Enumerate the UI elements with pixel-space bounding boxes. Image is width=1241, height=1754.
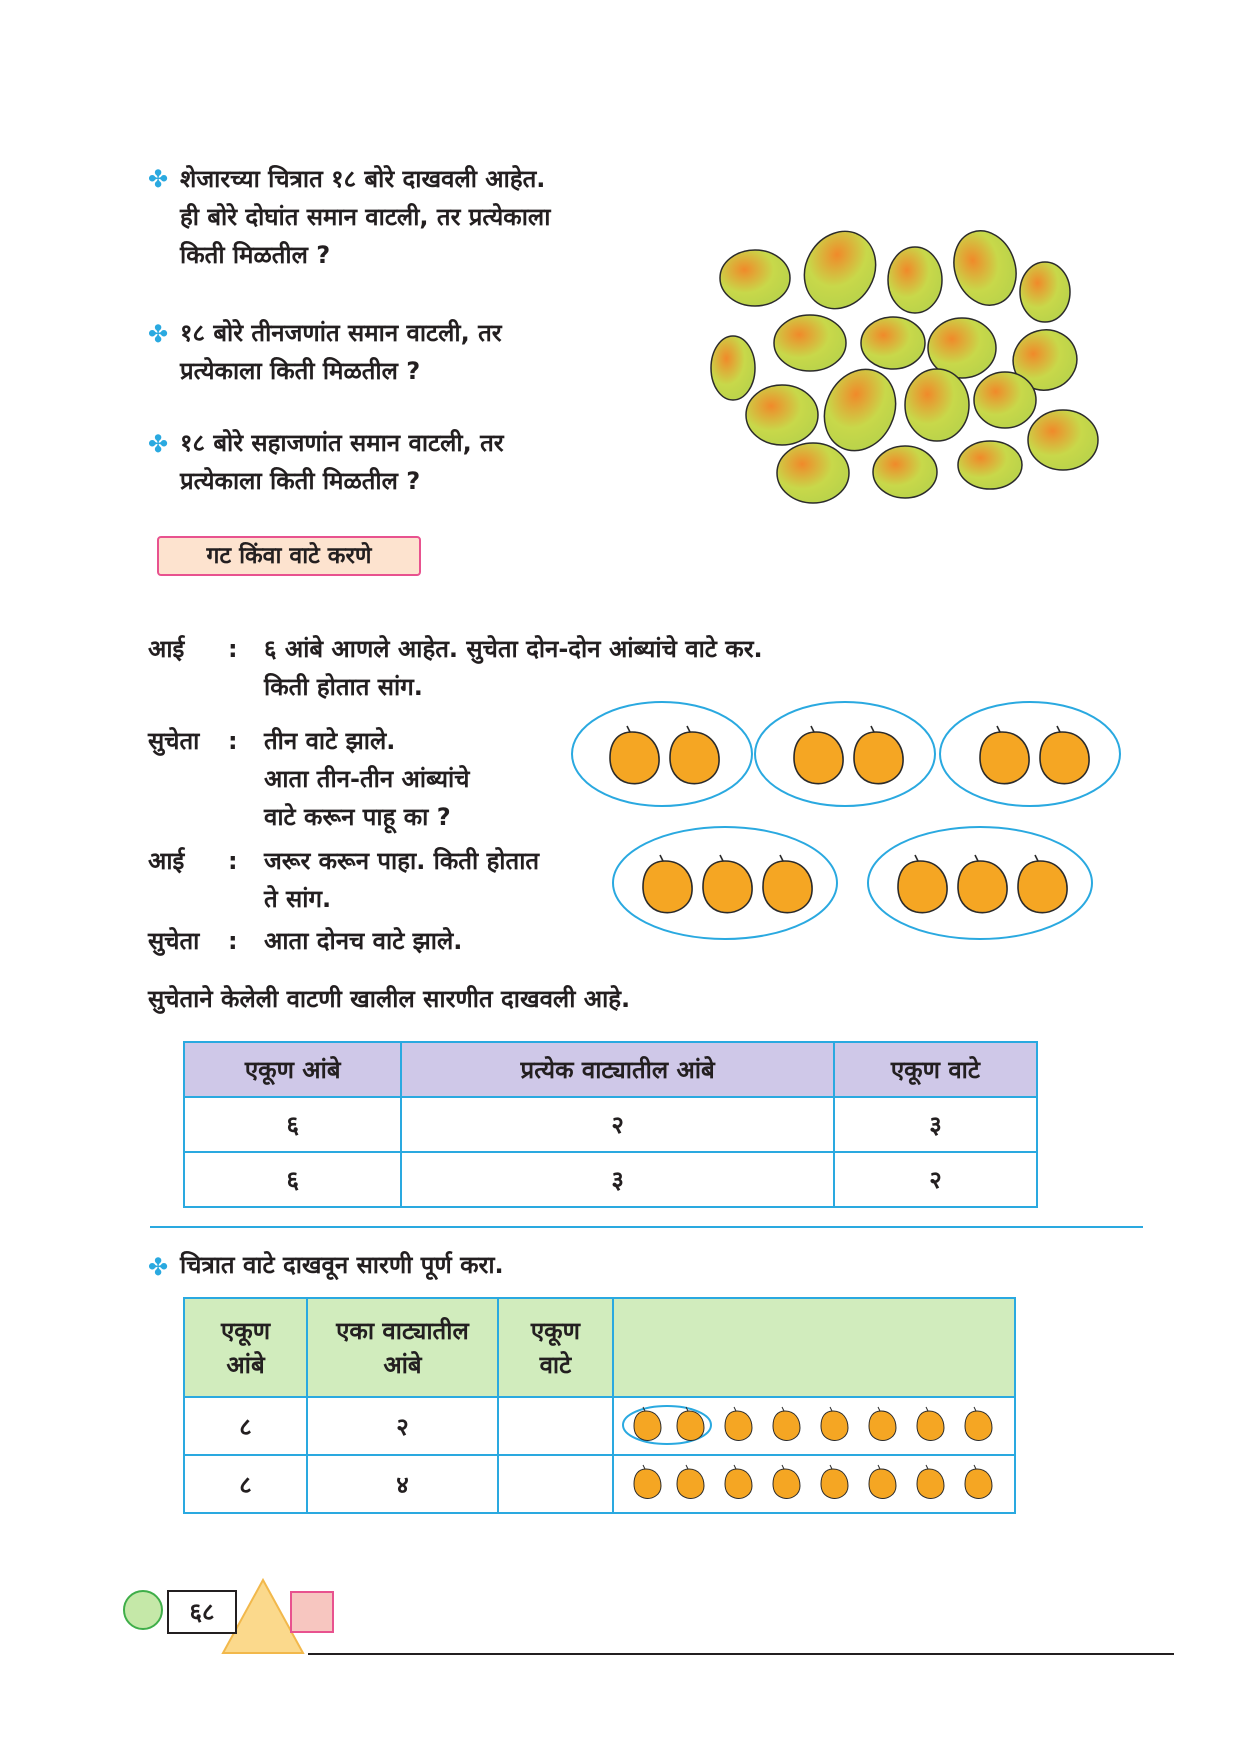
table-cell: ३	[834, 1097, 1037, 1152]
berry-icon	[711, 336, 755, 400]
berry-icon	[746, 385, 818, 445]
question-line: किती मिळतील ?	[180, 241, 331, 269]
mango-icon	[610, 726, 659, 784]
task-instruction: चित्रात वाटे दाखवून सारणी पूर्ण करा.	[180, 1251, 504, 1279]
square-shape-icon	[291, 1592, 333, 1632]
berry-icon	[958, 441, 1022, 489]
mango-row-cell	[613, 1397, 1015, 1455]
mango-row-cell	[613, 1455, 1015, 1513]
question-line: १८ बोरे सहाजणांत समान वाटली, तर	[180, 429, 504, 457]
mango-icon	[643, 855, 692, 913]
table-intro: सुचेताने केलेली वाटणी खालील सारणीत दाखवली आहे.	[148, 985, 631, 1013]
mango-row	[614, 1398, 1014, 1448]
question-1	[180, 160, 650, 274]
mango-groups-illustration	[570, 690, 1140, 940]
berry-icon	[791, 220, 890, 322]
table-cell: २	[401, 1097, 833, 1152]
dialogue-line: आता दोनच वाटे झाले.	[264, 927, 463, 955]
table-cell: ४	[307, 1455, 498, 1513]
dialogue-line: आता तीन-तीन आंब्यांचे	[264, 765, 470, 793]
dialogue-line: ६ आंबे आणले आहेत. सुचेता दोन-दोन आंब्यांचे वाटे कर.	[264, 635, 763, 663]
mango-icon	[958, 855, 1007, 913]
header-text: एका वाट्यातील आंबे	[336, 1316, 469, 1379]
table-cell: ६	[184, 1097, 401, 1152]
section-heading: गट किंवा वाटे करणे	[157, 536, 421, 576]
circle-shape-icon	[124, 1591, 162, 1629]
table-cell: ८	[184, 1455, 307, 1513]
dialogue-speaker: सुचेता	[148, 727, 200, 755]
question-2	[180, 314, 650, 390]
table-row	[184, 1397, 1015, 1455]
question-line: प्रत्येकाला किती मिळतील ?	[180, 357, 421, 385]
berry-icon	[905, 369, 969, 441]
dialogue-line: जरूर करून पाहा. किती होतात	[264, 847, 540, 875]
mango-icon	[794, 726, 843, 784]
answer-cell[interactable]	[498, 1397, 613, 1455]
table-cell: ३	[401, 1152, 833, 1207]
group-oval	[940, 702, 1120, 806]
table-header	[184, 1298, 307, 1397]
table-cell: ८	[184, 1397, 307, 1455]
footer-line	[308, 1653, 1174, 1655]
table-header: एकूण वाटे	[834, 1042, 1037, 1097]
table-header: एकूण आंबे	[184, 1042, 401, 1097]
dialogue-colon: :	[228, 927, 238, 955]
mango-row	[614, 1456, 1014, 1506]
table-row	[184, 1097, 1037, 1152]
header-text: एकूण आंबे	[221, 1316, 271, 1379]
question-3	[180, 424, 650, 500]
berries-illustration	[700, 220, 1150, 520]
berry-icon	[888, 247, 942, 313]
mango-icon	[1040, 726, 1089, 784]
berry-icon	[1020, 262, 1070, 322]
berry-icon	[1028, 410, 1098, 470]
dialogue-line: वाटे करून पाहू का ?	[264, 803, 451, 831]
table-header: प्रत्येक वाट्यातील आंबे	[401, 1042, 833, 1097]
berry-icon	[777, 443, 849, 503]
berry-icon	[873, 446, 937, 498]
dialogue-line: किती होतात सांग.	[264, 673, 423, 701]
dialogue-colon: :	[228, 635, 238, 663]
berry-icon	[944, 222, 1026, 314]
table-header	[498, 1298, 613, 1397]
mango-icon	[854, 726, 903, 784]
mango-icon	[763, 855, 812, 913]
mango-icon	[1018, 855, 1067, 913]
mango-icon	[670, 726, 719, 784]
question-line: ही बोरे दोघांत समान वाटली, तर प्रत्येकाला	[180, 203, 551, 231]
question-line: शेजारच्या चित्रात १८ बोरे दाखवली आहेत.	[180, 165, 546, 193]
bullet-icon: ✤	[148, 430, 169, 458]
dialogue-line: तीन वाटे झाले.	[264, 727, 396, 755]
distribution-table	[183, 1041, 1038, 1208]
group-oval	[755, 702, 935, 806]
question-line: प्रत्येकाला किती मिळतील ?	[180, 467, 421, 495]
table-cell: २	[307, 1397, 498, 1455]
dialogue-speaker: आई	[148, 847, 185, 875]
bullet-icon: ✤	[148, 320, 169, 348]
table-cell: २	[834, 1152, 1037, 1207]
table-row	[184, 1152, 1037, 1207]
berry-icon	[720, 250, 790, 306]
bullet-icon: ✤	[148, 165, 169, 193]
table-header	[307, 1298, 498, 1397]
mango-icon	[980, 726, 1029, 784]
answer-cell[interactable]	[498, 1455, 613, 1513]
question-line: १८ बोरे तीनजणांत समान वाटली, तर	[180, 319, 502, 347]
divider	[150, 1226, 1143, 1228]
berry-icon	[861, 317, 925, 369]
dialogue-colon: :	[228, 847, 238, 875]
header-text: एकूण वाटे	[530, 1316, 580, 1379]
berry-icon	[974, 372, 1036, 428]
dialogue-speaker: सुचेता	[148, 927, 200, 955]
table-row	[184, 1455, 1015, 1513]
bullet-icon: ✤	[148, 1253, 169, 1281]
dialogue-colon: :	[228, 727, 238, 755]
dialogue-line: ते सांग.	[264, 885, 332, 913]
table-header	[613, 1298, 1015, 1397]
table-cell: ६	[184, 1152, 401, 1207]
berry-icon	[774, 315, 846, 371]
page-number: ६८	[167, 1590, 237, 1634]
dialogue-speaker: आई	[148, 635, 185, 663]
group-oval	[572, 702, 752, 806]
exercise-table	[183, 1297, 1016, 1514]
mango-icon	[703, 855, 752, 913]
mango-icon	[898, 855, 947, 913]
